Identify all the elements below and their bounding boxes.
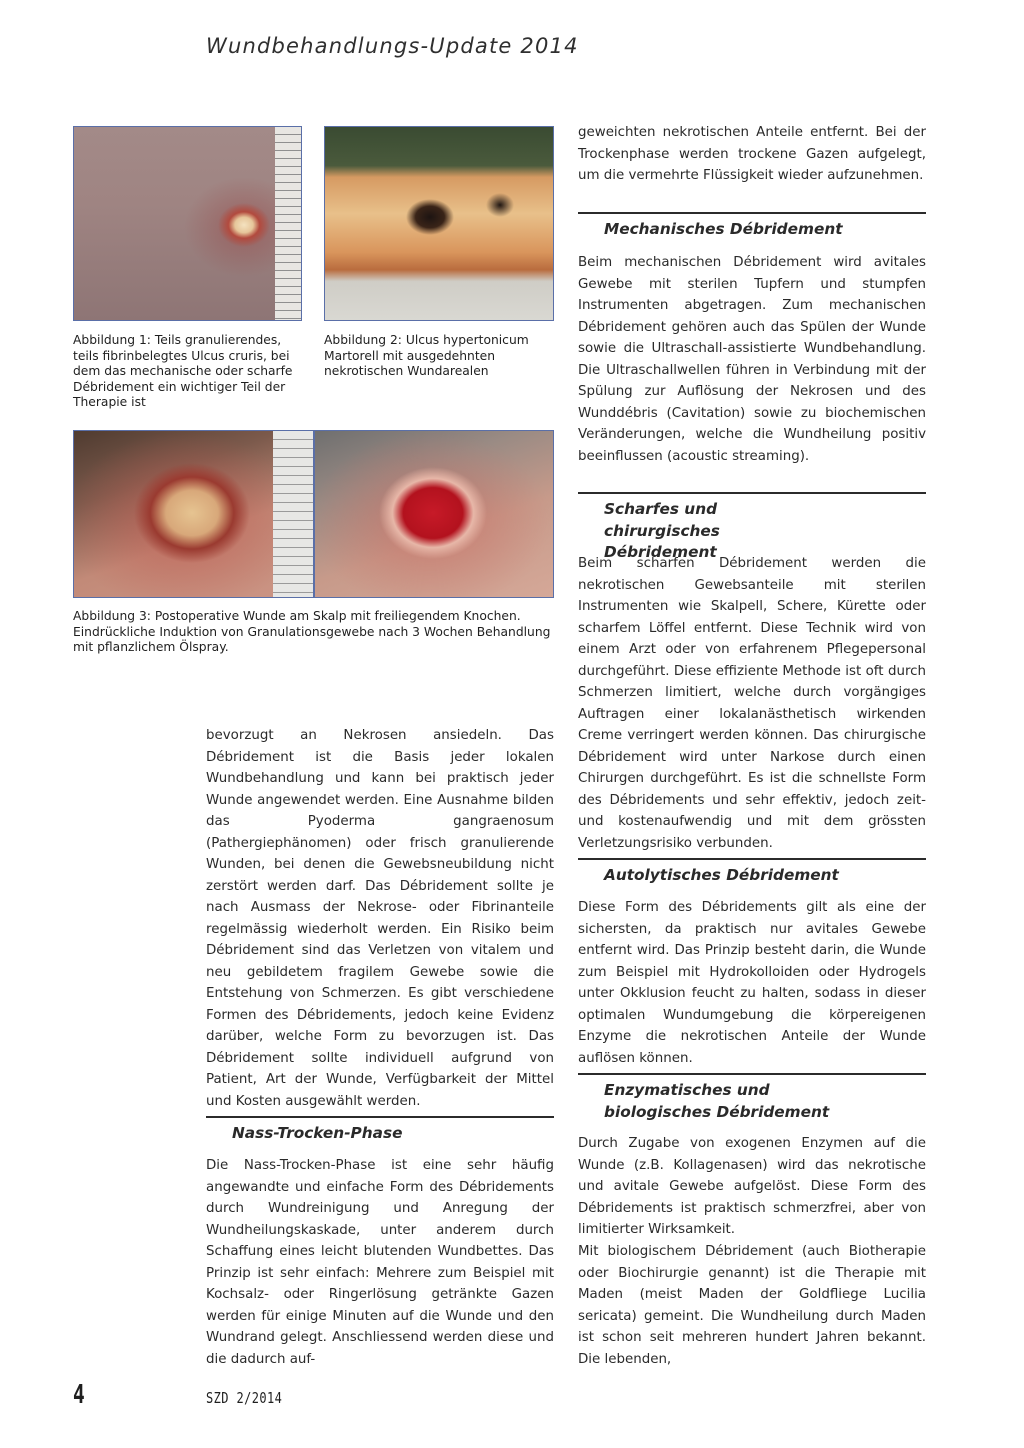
section-heading: Scharfes und chirurgisches Débridement [604,500,720,561]
intro-paragraph: bevorzugt an Nekrosen ansiedeln. Das Débridement ist die Basis jeder lokalen Wundbehandlung und kann bei praktisch jeder Wunde angewendet werden. Eine Ausnahme bilden das Pyoderma gangraenosum (Pathergiephänomen) oder frisch granulierende Wunden, bei denen die Gewebsneubildung nicht zerstört werden darf. Das Débridement sollte je nach Ausmass der Nekrose- oder Fibrinanteile regelmässig wiederholt werden. Ein Risiko beim Débridement sind das Verletzen von vitalem und neu gebildetem fragilem Gewebe sowie die Entstehung von Schmerzen. Es gibt verschiedene Formen des Débridements, jedoch keine Evidenz darüber, welche Form zu bevorzugen ist. Das Débridement sollte individuell aufgrund von Patient, Art der Wunde, Verfügbarkeit der Mittel und Kosten ausgewählt werden. [206,728,554,1109]
figure-1-caption: Abbildung 1: Teils granulierendes, teils fibrinbelegtes Ulcus cruris, bei dem das mechanische oder scharfe Débridement ein wichtiger Teil der Therapie ist [73,333,293,410]
section-nass-trocken [206,1116,554,1145]
figure-1-image [73,126,302,321]
section-heading: Autolytisches Débridement [604,866,839,884]
section-enzymatisches-text-1: Durch Zugabe von exogenen Enzymen auf die Wunde (z.B. Kollagenasen) wird das nekrotische und avitale Gewebe aufgelöst. Diese Form des Débridements ist praktisch schmerzfrei, aber von limitierter Wirksamkeit. [578,1136,926,1237]
figure-3-image [73,430,554,598]
section-mechanisches [578,212,926,241]
figure-3-caption: Abbildung 3: Postoperative Wunde am Skalp mit freiliegendem Knochen. Eindrückliche Induktion von Granulationsgewebe nach 3 Wochen Behandlung mit pflanzlichem Ölspray. [73,609,551,655]
section-enzymatisches [578,1073,926,1123]
figure-2-image [324,126,554,321]
figure-3-before-image [73,430,314,598]
section-autolytisches-text: Diese Form des Débridements gilt als eine der sichersten, da praktisch nur avitales Gewebe entfernt wird. Das Prinzip besteht darin, die Wunde zum Beispiel mit Hydrokolloiden oder Hydrogels unter Okklusion feucht zu halten, sodass in dieser optimalen Wundumgebung die körpereigenen Enzyme die nekrotischen Anteile der Wunde auflösen können. [578,900,926,1066]
issue-label: SZD 2/2014 [206,1389,283,1407]
section-enzymatisches-text-2: Mit biologischem Débridement (auch Biotherapie oder Biochirurgie genannt) ist die Therapie mit Maden (meist Maden der Goldfliege Lucilia sericata) gemeint. Die Wundheilung durch Maden ist schon seit mehreren hundert Jahren bekannt. Die lebenden, [578,1244,926,1367]
section-mechanisches-text: Beim mechanischen Débridement wird avitales Gewebe mit sterilen Tupfern und stumpfen Instrumenten abgetragen. Zum mechanischen Débridement gehören auch das Spülen der Wunde sowie die Ultraschall-assistierte Wundbehandlung. Die Ultraschallwellen führen in Verbindung mit der Spülung zur Auflösung der Nekrosen und des Wunddébris (Cavitation) sowie zu biochemischen Veränderungen, welche die Wundheilung positiv beeinflussen (acoustic streaming). [578,255,926,464]
ruler [273,431,313,597]
page-number: 4 [73,1380,85,1410]
running-header: Wundbehandlungs-Update 2014 [206,34,579,58]
ruler [275,127,301,320]
continuation-paragraph: geweichten nekrotischen Anteile entfernt. Bei der Trockenphase werden trockene Gazen aufgelegt, um die vermehrte Flüssigkeit wieder aufzunehmen. [578,125,926,183]
section-scharfes-text: Beim scharfen Débridement werden die nekrotischen Gewebsanteile mit sterilen Instrumenten wie Skalpell, Schere, Kürette oder scharfem Löffel entfernt. Diese Technik wird von einem Arzt oder von erfahrenem Pflegepersonal durchgeführt. Diese effiziente Methode ist oft durch Schmerzen limitiert, welche durch vorgängiges Auftragen einer lokalanästhetisch wirkenden Creme verringert werden können. Das chirurgische Débridement wird unter Narkose durch einen Chirurgen durchgeführt. Es ist die schnellste Form des Débridements und sehr effektiv, jedoch zeit- und kostenaufwendig und mit dem grössten Verletzungsrisiko verbunden. [578,556,926,851]
section-autolytisches [578,858,926,887]
section-heading: Mechanisches Débridement [604,220,843,238]
section-nass-trocken-text: Die Nass-Trocken-Phase ist eine sehr häufig angewandte und einfache Form des Débridements durch Wundreinigung und Anregung der Wundheilungskaskade, unter anderem durch Schaffung eines leicht blutenden Wundbettes. Das Prinzip ist sehr einfach: Mehrere zum Beispiel mit Kochsalz- oder Ringerlösung getränkte Gazen werden für einige Minuten auf die Wunde und den Wundrand gelegt. Anschliessend werden diese und die dadurch auf- [206,1158,554,1367]
figure-3-after-image [314,430,555,598]
section-heading: Nass-Trocken-Phase [232,1124,403,1142]
section-heading: Enzymatisches und biologisches Débridement [604,1081,830,1121]
figure-2-caption: Abbildung 2: Ulcus hypertonicum Martorell mit ausgedehnten nekrotischen Wundarealen [324,333,529,379]
